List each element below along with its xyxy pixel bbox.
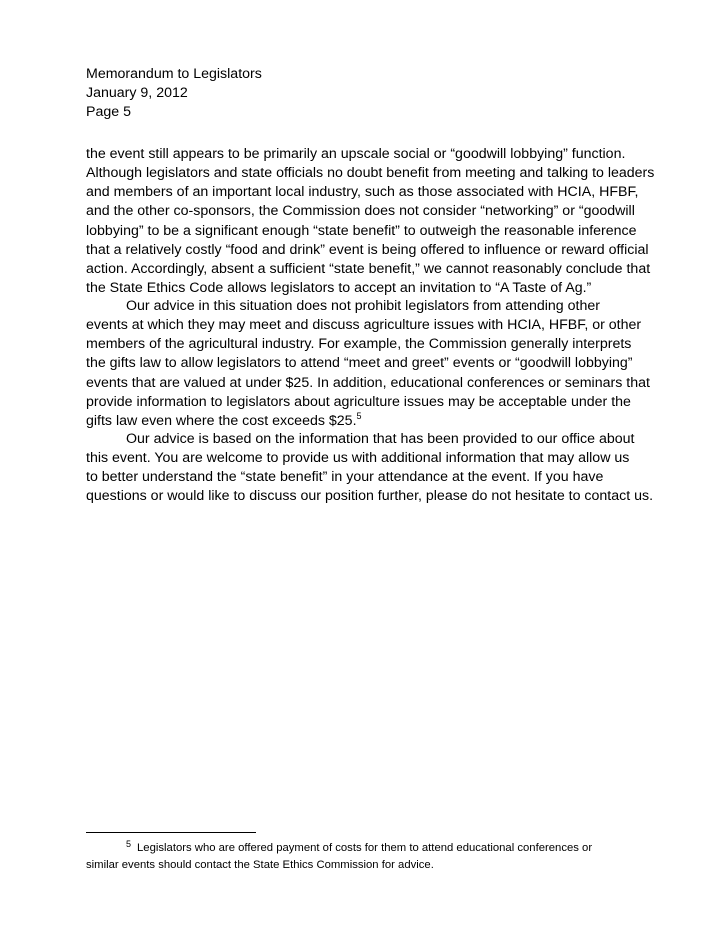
footnote <box>86 840 592 874</box>
page-number: Page 5 <box>86 104 131 120</box>
text-line: gifts law even where the cost exceeds $25. <box>86 412 357 429</box>
memo-date: January 9, 2012 <box>86 85 188 101</box>
text-line: members of the agricultural industry. For example, the Commission generally interprets <box>86 336 632 353</box>
memo-title: Memorandum to Legislators <box>86 66 262 82</box>
paragraph-1 <box>86 145 666 298</box>
text-line: events at which they may meet and discuss agriculture issues with HCIA, HFBF, or other <box>86 317 642 334</box>
footnote-line <box>86 840 592 857</box>
text-line: events that are valued at under $25. In addition, educational conferences or seminars that <box>86 374 650 391</box>
footnote-reference[interactable]: 5 <box>356 410 362 421</box>
text-line-with-footnote <box>86 412 666 431</box>
text-line: and members of an important local industry, such as those associated with HCIA, HFBF, <box>86 184 639 201</box>
text-line: Our advice in this situation does not prohibit legislators from attending other <box>126 298 600 314</box>
text-line: lobbying” to be a significant enough “state benefit” to outweigh the reasonable inference <box>86 222 637 239</box>
text-line: questions or would like to discuss our position further, please do not hesitate to contact us. <box>86 488 654 505</box>
text-line: the gifts law to allow legislators to attend “meet and greet” events or “goodwill lobbying” <box>86 355 633 372</box>
footnote-divider <box>86 832 256 833</box>
memo-header <box>86 65 262 122</box>
text-line: the event still appears to be primarily an upscale social or “goodwill lobbying” function. <box>86 146 626 162</box>
footnote-number: 5 <box>126 839 132 849</box>
text-line: to better understand the “state benefit” in your attendance at the event. If you have <box>86 469 604 486</box>
footnote-line: similar events should contact the State Ethics Commission for advice. <box>86 859 434 871</box>
text-line: Our advice is based on the information that has been provided to our office about <box>126 431 635 447</box>
paragraph-3 <box>86 430 666 507</box>
text-line: and the other co-sponsors, the Commission does not consider “networking” or “goodwill <box>86 203 635 220</box>
text-line: Although legislators and state officials no doubt benefit from meeting and talking to leaders <box>86 165 655 182</box>
text-line: the State Ethics Code allows legislators to accept an invitation to “A Taste of Ag.” <box>86 279 592 296</box>
text-line: provide information to legislators about agriculture issues may be acceptable under the <box>86 393 631 410</box>
text-line: that a relatively costly “food and drink” event is being offered to influence or reward official <box>86 241 649 258</box>
paragraph-2 <box>86 297 666 431</box>
text-line: this event. You are welcome to provide us with additional information that may allow us <box>86 450 630 467</box>
footnote-text: Legislators who are offered payment of costs for them to attend educational conferences or <box>137 842 593 854</box>
text-line: action. Accordingly, absent a sufficient “state benefit,” we cannot reasonably conclude that <box>86 260 651 277</box>
